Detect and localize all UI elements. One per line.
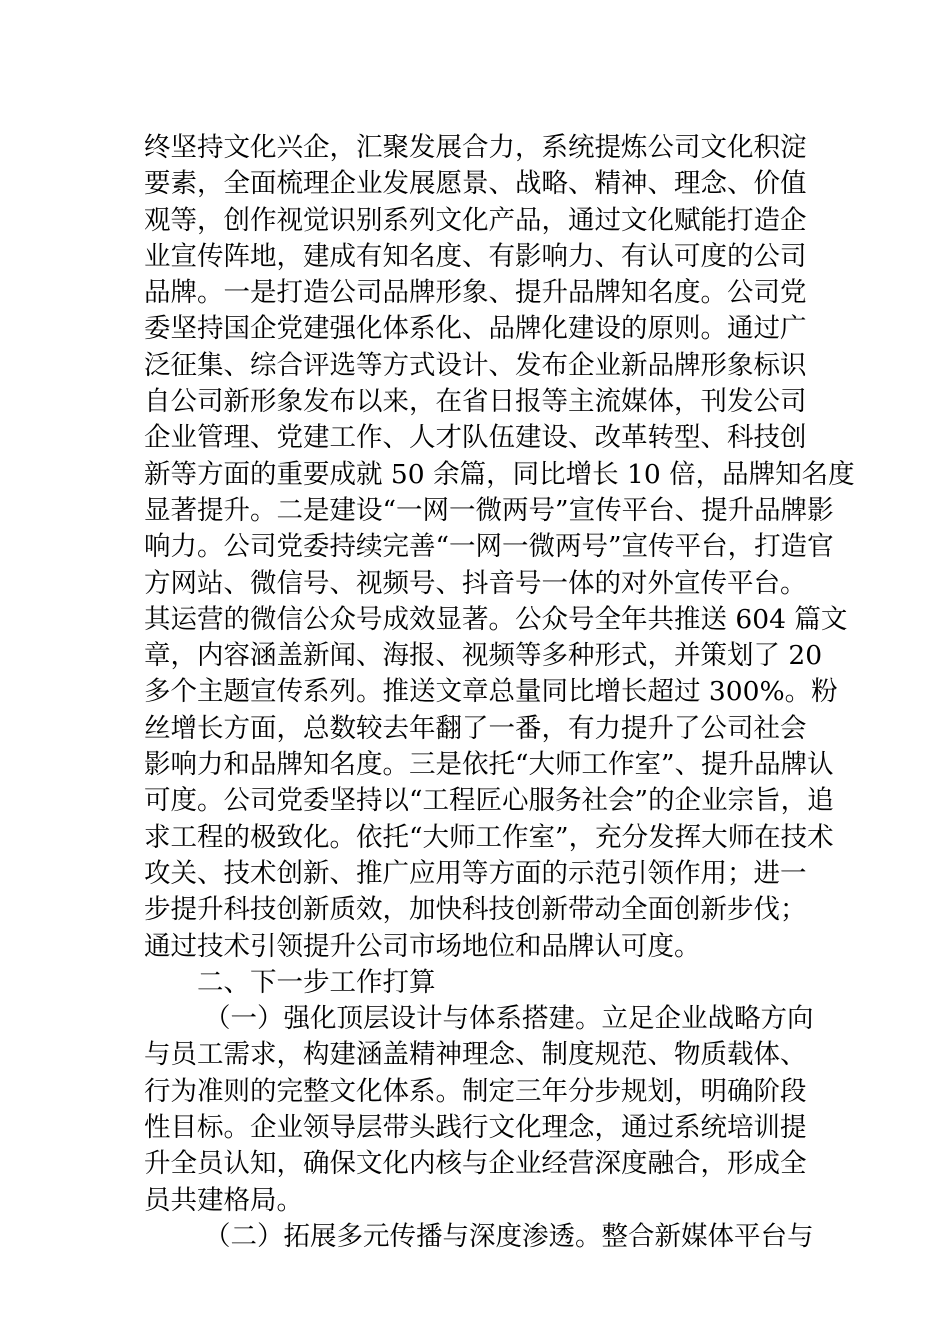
text-line: 自公司新形象发布以来，在省日报等主流媒体，刊发公司 (144, 386, 807, 418)
text-line: 影响力和品牌知名度。三是依托“大师工作室”、提升品牌认 (144, 749, 834, 781)
text-line: 章，内容涵盖新闻、海报、视频等多种形式，并策划了 20 (144, 640, 823, 672)
text-line: （二）拓展多元传播与深度渗透。整合新媒体平台与 (204, 1220, 814, 1252)
text-line: 显著提升。二是建设“一网一微两号”宣传平台、提升品牌影 (144, 494, 834, 526)
text-line: 品牌。一是打造公司品牌形象、提升品牌知名度。公司党 (144, 277, 807, 309)
text-line: 多个主题宣传系列。推送文章总量同比增长超过 300%。粉 (144, 676, 838, 708)
text-line: 求工程的极致化。依托“大师工作室”，充分发挥大师在技术 (144, 821, 834, 853)
text-line: （一）强化顶层设计与体系搭建。立足企业战略方向 (204, 1003, 814, 1035)
text-line: 方网站、微信号、视频号、抖音号一体的对外宣传平台。 (144, 567, 807, 599)
text-line: 新等方面的重要成就 50 余篇，同比增长 10 倍，品牌知名度 (144, 458, 855, 490)
text-line: 委坚持国企党建强化体系化、品牌化建设的原则。通过广 (144, 313, 807, 345)
text-line: 响力。公司党委持续完善“一网一微两号”宣传平台，打造官 (144, 531, 834, 563)
text-line: 丝增长方面，总数较去年翻了一番，有力提升了公司社会 (144, 712, 807, 744)
text-line: 观等，创作视觉识别系列文化产品，通过文化赋能打造企 (144, 204, 807, 236)
text-line: 步提升科技创新质效，加快科技创新带动全面创新步伐； (144, 894, 807, 926)
text-line: 业宣传阵地，建成有知名度、有影响力、有认可度的公司 (144, 240, 807, 272)
text-line: 要素，全面梳理企业发展愿景、战略、精神、理念、价值 (144, 168, 807, 200)
text-line: 其运营的微信公众号成效显著。公众号全年共推送 604 篇文 (144, 603, 848, 635)
text-line: 终坚持文化兴企，汇聚发展合力，系统提炼公司文化积淀 (144, 132, 807, 163)
text-line: 攻关、技术创新、推广应用等方面的示范引领作用；进一 (144, 857, 807, 889)
document-body (144, 130, 855, 1255)
text-line: 行为准则的完整文化体系。制定三年分步规划，明确阶段 (144, 1075, 807, 1107)
text-line: 员共建格局。 (144, 1184, 303, 1216)
text-line: 与员工需求，构建涵盖精神理念、制度规范、物质载体、 (144, 1039, 807, 1071)
text-line: 升全员认知，确保文化内核与企业经营深度融合，形成全 (144, 1148, 807, 1180)
text-line: 可度。公司党委坚持以“工程匠心服务社会”的企业宗旨，追 (144, 785, 834, 817)
text-line: 性目标。企业领导层带头践行文化理念，通过系统培训提 (144, 1112, 807, 1144)
text-line: 企业管理、党建工作、人才队伍建设、改革转型、科技创 (144, 422, 807, 454)
text-line: 泛征集、综合评选等方式设计、发布企业新品牌形象标识 (144, 349, 807, 381)
section-heading: 二、下一步工作打算 (197, 966, 436, 998)
text-line: 通过技术引领提升公司市场地位和品牌认可度。 (144, 930, 701, 962)
